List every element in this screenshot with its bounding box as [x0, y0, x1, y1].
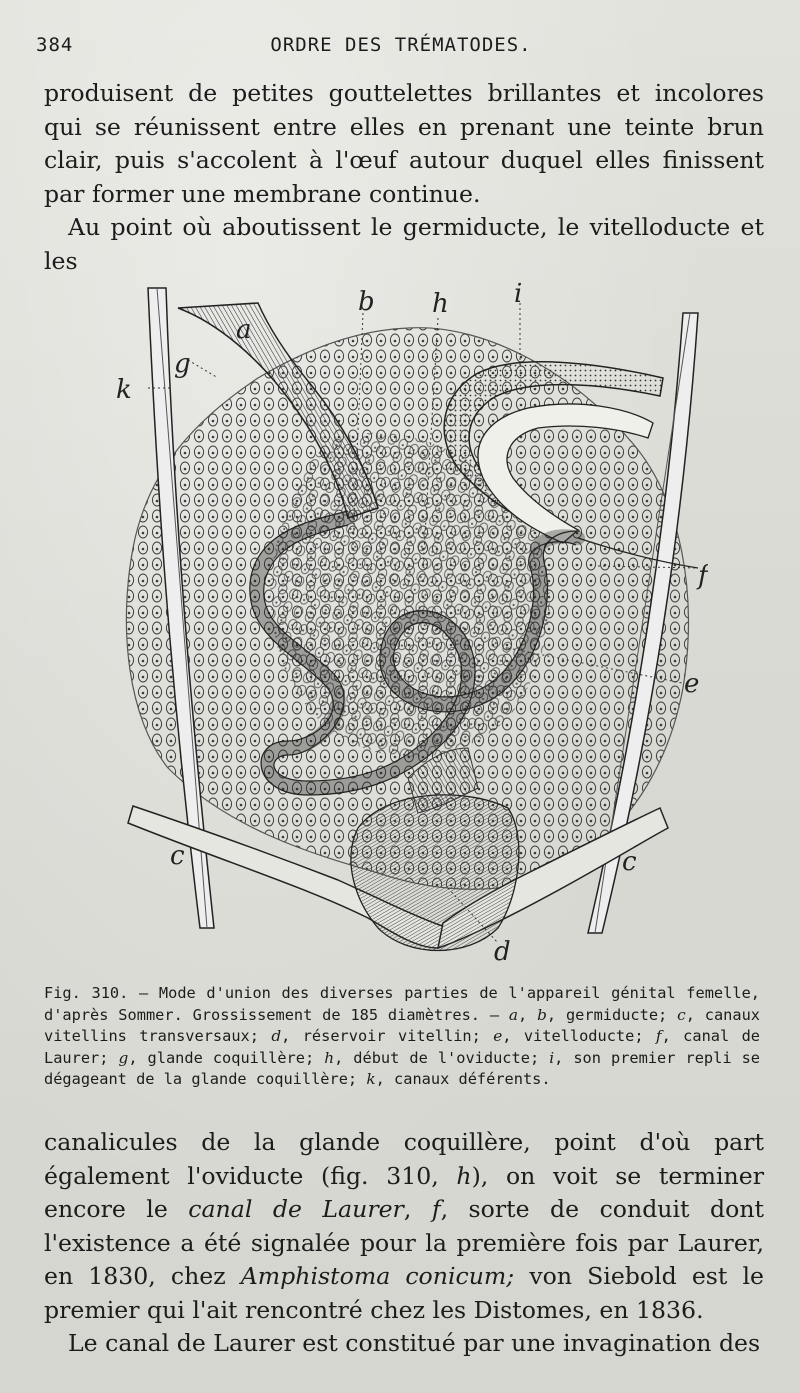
label-c-right: c — [622, 847, 637, 877]
label-i: i — [514, 279, 523, 309]
label-k: k — [116, 375, 132, 405]
paragraph: canalicules de la glande coquillère, point d'où part également l'oviducte (fig. 310, h), on voit se terminer encore le canal de Laurer, f, sorte de conduit dont l'existence a été signalée pour la première fois par Laurer, en 1830, chez Amphistoma conicum; von Siebold est le premier qui l'ait rencontré chez les Distomes, en 1836. — [44, 1128, 764, 1324]
running-title: ORDRE DES TRÉMATODES. — [270, 34, 532, 56]
figure-310-illustration — [108, 268, 708, 973]
paragraph: produisent de petites gouttelettes brillantes et incolores qui se réunissent entre elles en prenant une teinte brun clair, puis s'accolent à l'œuf autour duquel elles finissent par former une membrane continue. — [44, 79, 764, 208]
label-g: g — [174, 349, 191, 379]
label-e: e — [684, 669, 700, 699]
term-canal-de-laurer: canal de Laurer — [188, 1195, 404, 1223]
anatomical-engraving — [108, 268, 708, 973]
label-h: h — [432, 289, 449, 319]
term-amphistoma: Amphistoma conicum; — [240, 1262, 515, 1290]
page-number: 384 — [36, 34, 74, 56]
label-b: b — [358, 287, 375, 317]
paragraph: Au point où aboutissent le germiducte, le vitelloducte et les — [44, 213, 764, 275]
label-a: a — [236, 315, 252, 345]
label-c-left: c — [170, 841, 185, 871]
label-d: d — [494, 937, 511, 967]
figure-caption: Fig. 310. — Mode d'union des diverses parties de l'appareil génital femelle, d'après Sommer. Grossissement de 185 diamètres. — a, b, germiducte; c, canaux vitellins transversaux; d, réservoir vitellin; e, vitelloducte; f, canal de Laurer; g, glande coquillère; h, début de l'oviducte; i, son premier repli se dégageant de la glande coquillère; k, canaux déférents. — [44, 984, 761, 1089]
body-text-top — [44, 77, 764, 278]
paragraph: Le canal de Laurer est constitué par une invagination des — [68, 1329, 761, 1357]
body-text-bottom — [44, 1126, 764, 1361]
label-f: f — [698, 561, 708, 591]
figure-number: Fig. 310. — [44, 984, 129, 1002]
running-header — [36, 34, 766, 64]
